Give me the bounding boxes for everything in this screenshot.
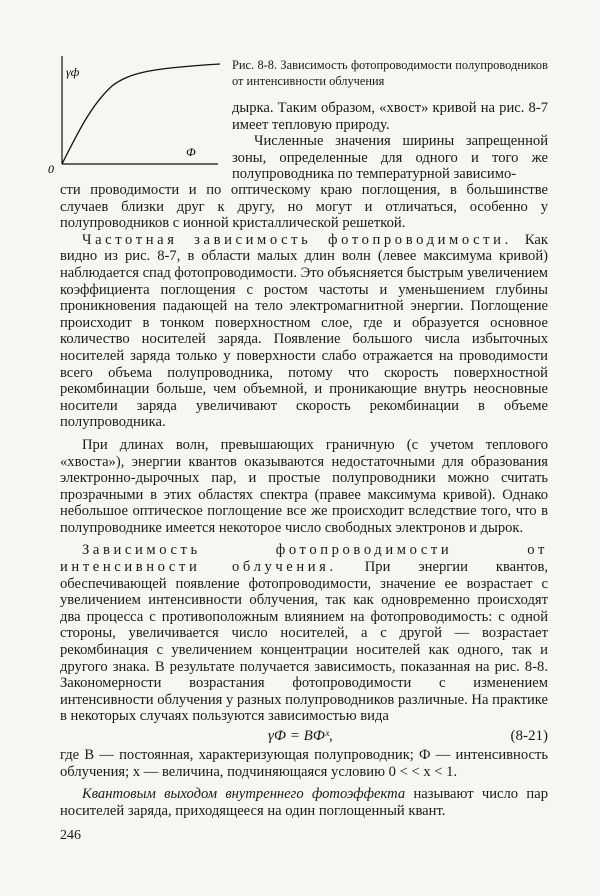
x-axis-label: Ф bbox=[186, 145, 196, 159]
section-text-intensity: При энергии квантов, обеспечивающей появление фотопроводимости, значение ее возрастает с увеличением интенсивности облучения, так как одновременно происходят два процесса с противоположным влиянием на фотопроводимость: с одной стороны, увеличивается число носителей, а с другой — возрастает рекомбинация с увеличением концентрации носителей как одного, так и другого знака. В результате получается зависимость, показанная на рис. 8-8. Закономерности возрастания фотопроводимости с изменением интенсивности облучения у разных полупроводников различные. На практике в некоторых случаях пользуются зависимостью вида bbox=[60, 559, 548, 725]
figure-8-8 bbox=[44, 52, 222, 177]
wrap-column bbox=[232, 100, 548, 183]
section-heading-frequency: Частотная зависимость фотопроводимости. bbox=[82, 231, 512, 248]
photoconductivity-curve bbox=[62, 64, 220, 164]
origin-label: 0 bbox=[48, 162, 54, 176]
caption-text: Зависимость фотопроводимости полупроводников от интенсивности облучения bbox=[232, 58, 548, 88]
paragraph-long-wavelengths: При длинах волн, превышающих граничную (с учетом теплового «хвоста»), энергии квантов оказываются недостаточными для образования электронно-дырочных пар, и простые полупроводники можно считать прозрачными в этих областях спектра (правее максимума кривой). Однако небольшое оптическое поглощение все же происходит вследствие того, что в полупроводнике имеется некоторое число свободных электронов и дырок. bbox=[60, 436, 548, 536]
y-axis-label: γф bbox=[66, 65, 80, 79]
section-text-frequency: Как видно из рис. 8-7, в области малых длин волн (левее максимума кривой) наблюдается спад фотопроводимости. Это объясняется быстрым увеличением коэффициента поглощения с ростом частоты и уменьшением глубины проникновения падающей на тело электромагнитной энергии. Поглощение происходит в тонком поверхностном слое, где и образуется основное количество носителей заряда. Появление большого числа избыточных носителей заряда только у поверхности слабо отражается на проводимости всего объема полупроводника, потому что скорость поверхностной рекомбинации больше, чем объемной, и проникающие внутрь неосновные носители заряда увеличивают скорость рекомбинации в объеме полупроводника. bbox=[60, 231, 548, 431]
main-column bbox=[60, 182, 548, 819]
section-heading-intensity: Зависимость фотопроводимости от интенсивности облучения. bbox=[60, 542, 548, 576]
section-frequency-dependence bbox=[60, 232, 548, 431]
paragraph-band-gap-cont: сти проводимости и по оптическому краю поглощения, в большинстве случаев близки друг к другу, но могут и отличаться, особенно у полупроводников с ионной кристаллической решеткой. bbox=[60, 182, 548, 232]
figure-caption bbox=[232, 57, 548, 89]
definition-text: называют число пар носителей заряда, приходящееся на один поглощенный квант. bbox=[60, 786, 548, 819]
paragraph-formula-explanation: где B — постоянная, характеризующая полупроводник; Ф — интенсивность облучения; x — величина, подчиняющаяся условию 0 < < x < 1. bbox=[60, 747, 548, 780]
definition-term: Квантовым выходом внутреннего фотоэффекта bbox=[82, 786, 406, 803]
formula-number: (8-21) bbox=[510, 728, 548, 744]
formula-8-21 bbox=[60, 727, 548, 746]
section-intensity-dependence bbox=[60, 542, 548, 725]
paragraph-tail: дырка. Таким образом, «хвост» кривой на рис. 8-7 имеет тепловую природу. bbox=[232, 100, 548, 133]
paragraph-quantum-yield bbox=[60, 786, 548, 819]
page-number: 246 bbox=[60, 828, 81, 843]
caption-label: Рис. 8-8. bbox=[232, 58, 278, 72]
formula-expression: γФ = BФˣ, bbox=[268, 728, 333, 744]
paragraph-band-gap: Численные значения ширины запрещенной зоны, определенные для одного и того же полупроводника по температурной зависимо- bbox=[232, 133, 548, 183]
